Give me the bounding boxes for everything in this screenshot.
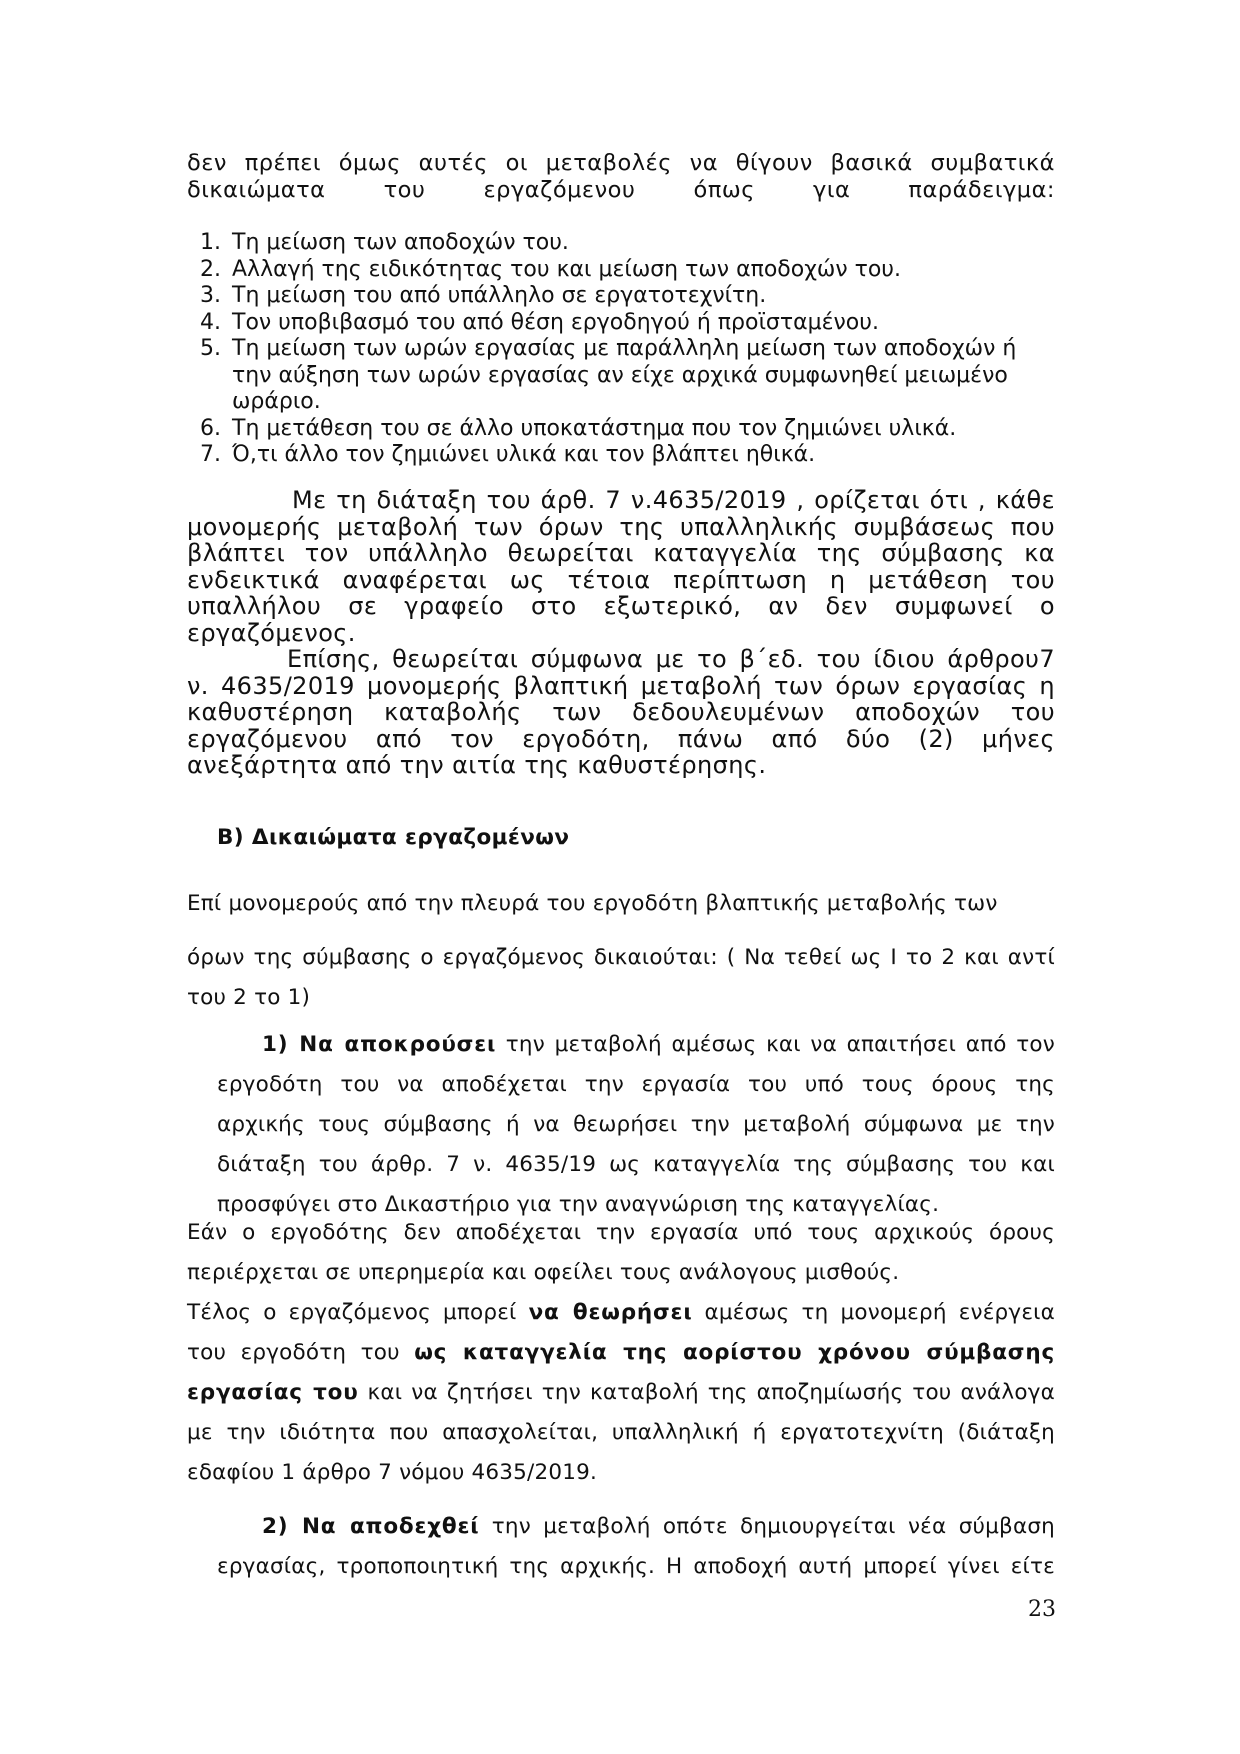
section-heading: Β) Δικαιώματα εργαζομένων [217,825,570,850]
list-text: Τη μείωση των αποδοχών του. [232,230,569,255]
list-item [187,283,1059,310]
list-item [187,257,1059,284]
text-run: του εργοδότη του [187,1340,415,1365]
paragraph-line: όρων της σύμβασης ο εργαζόμενος δικαιούται: ( Να τεθεί ως Ι το 2 και αντί [187,945,1055,970]
paragraph-line: διάταξη του άρθρ. 7 ν. 4635/19 ως καταγγελία της σύμβασης του και [217,1152,1055,1177]
intro-line: δικαιώματα του εργαζόμενου όπως για παράδειγμα: [187,177,1055,203]
paragraph-line [187,1373,1055,1413]
right-item-1 [217,1025,1055,1225]
list-number: 1. [200,230,221,255]
list-text: ωράριο. [232,389,321,414]
item-label: 2) Να αποδεχθεί [262,1514,480,1539]
numbered-list [187,230,1059,469]
page-number: 23 [1028,1597,1056,1622]
list-text: Τον υποβιβασμό του από θέση εργοδηγού ή προϊσταμένου. [232,309,879,335]
list-text: Αλλαγή της ειδικότητας του και μείωση των αποδοχών του. [232,256,902,282]
paragraph-line [217,1025,1055,1065]
also-paragraph [187,646,1055,779]
list-number: 7. [200,442,221,467]
list-number: 5. [200,336,221,361]
list-item [187,310,1059,337]
rights-intro-cont [187,938,1055,1018]
paragraph-line: υπαλλήλου σε γραφείο στο εξωτερικό, αν δεν συμφωνεί ο [187,592,1055,620]
paragraph-line: εργαζόμενος. [187,618,356,647]
rights-intro [187,884,1022,924]
list-text: Τη μείωση των ωρών εργασίας με παράλληλη μείωση των αποδοχών ή [232,336,1017,361]
paragraph-line: Εάν ο εργοδότης δεν αποδέχεται την εργασία υπό τους αρχικούς όρους [187,1220,1055,1245]
paragraph-line: Με τη διάταξη του άρθ. 7 ν.4635/2019 , ορίζεται ότι , κάθε [292,486,1055,514]
paragraph-line [217,1507,1055,1547]
paragraph-line [187,1333,1055,1373]
paragraph-line: βλάπτει τον υπάλληλο θεωρείται καταγγελία της σύμβασης κα [187,539,1055,567]
item-label: 1) Να αποκρούσει [262,1032,497,1057]
paragraph-line: Επίσης, θεωρείται σύμφωνα με το β΄εδ. του ίδιου άρθρου7 [287,645,1055,673]
list-text: την αύξηση των ωρών εργασίας αν είχε αρχικά συμφωνηθεί μειωμένο [232,362,1008,388]
paragraph-line: περιέρχεται σε υπερημερία και οφείλει τους ανάλογους μισθούς. [187,1260,900,1285]
right-item-2 [217,1507,1055,1587]
paragraph-line: ανεξάρτητα από την αιτία της καθυστέρησης. [187,751,767,779]
article7-paragraph [187,487,1055,646]
paragraph-line: καθυστέρηση καταβολής των δεδουλευμένων αποδοχών του [187,698,1055,726]
list-item [187,336,1059,416]
paragraph-line: εργαζόμενου από τον εργοδότη, πάνω από δύο (2) μήνες [187,724,1055,753]
list-number: 6. [200,415,221,441]
paragraph-line: εργασίας, τροποποιητική της αρχικής. Η αποδοχή αυτή μπορεί γίνει είτε [217,1554,1055,1579]
list-item [187,230,1059,257]
intro-paragraph [187,150,1055,204]
bold-run: να θεωρήσει [528,1300,693,1325]
list-text: Ό,τι άλλο τον ζημιώνει υλικά και τον βλάπτει ηθικά. [232,442,816,467]
list-text: Τη μείωση του από υπάλληλο σε εργατοτεχνίτη. [232,283,767,308]
list-item [187,442,1059,469]
paragraph-line [187,1293,1055,1333]
paragraph-line: εδαφίου 1 άρθρο 7 νόμου 4635/2019. [187,1460,598,1485]
employer-paragraph [187,1213,1055,1493]
paragraph-line: ενδεικτικά αναφέρεται ως τέτοια περίπτωση η μετάθεση του [187,565,1055,594]
intro-line: δεν πρέπει όμως αυτές οι μεταβολές να θίγουν βασικά συμβατικά [187,150,1055,176]
paragraph-line: εργοδότη του να αποδέχεται την εργασία του υπό τους όρους της [217,1072,1055,1097]
paragraph-line: Επί μονομερούς από την πλευρά του εργοδότη βλαπτικής μεταβολής των [187,891,998,916]
item-text: την μεταβολή οπότε δημιουργείται νέα σύμβαση [479,1514,1056,1539]
paragraph-line: μονομερής μεταβολή των όρων της υπαλληλικής συμβάσεως που [187,512,1055,541]
paragraph-line: αρχικής τους σύμβασης ή να θεωρήσει την μεταβολή σύμφωνα με την [217,1112,1055,1137]
bold-run: ως καταγγελία της αορίστου χρόνου σύμβασης [414,1340,1055,1365]
paragraph-line: του 2 το 1) [187,985,311,1010]
list-item [187,416,1059,443]
paragraph-line: ν. 4635/2019 μονομερής βλαπτική μεταβολή των όρων εργασίας η [187,671,1055,700]
text-run: αμέσως τη μονομερή ενέργεια [692,1300,1055,1325]
text-run: και να ζητήσει την καταβολή της αποζημίωσής του ανάλογα [358,1380,1055,1405]
list-text: Τη μετάθεση του σε άλλο υποκατάστημα που τον ζημιώνει υλικά. [232,415,957,441]
paragraph-line: προσφύγει στο Δικαστήριο για την αναγνώριση της καταγγελίας. [217,1192,940,1217]
list-number: 2. [200,256,221,282]
paragraph-line: με την ιδιότητα που απασχολείται, υπαλληλική ή εργατοτεχνίτη (διάταξη [187,1420,1055,1445]
list-number: 4. [200,309,221,335]
text-run: Τέλος ο εργαζόμενος μπορεί [187,1300,529,1325]
list-number: 3. [200,283,221,308]
item-text: την μεταβολή αμέσως και να απαιτήσει από τον [496,1032,1055,1057]
bold-run: εργασίας του [187,1380,359,1405]
